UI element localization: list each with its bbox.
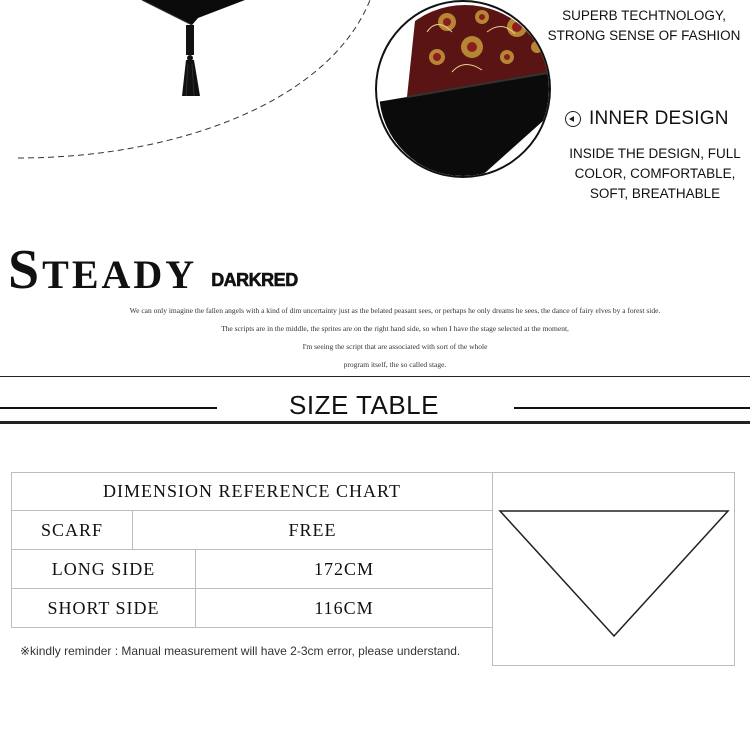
inner-design-description bbox=[560, 144, 750, 204]
row-label: SCARF bbox=[40, 519, 104, 540]
section-divider bbox=[0, 421, 750, 424]
inner-line-1: INSIDE THE DESIGN, FULL bbox=[569, 146, 741, 161]
row-label-cell bbox=[11, 510, 133, 550]
row-value-cell bbox=[195, 549, 493, 589]
inner-design-closeup bbox=[375, 0, 551, 178]
row-value: FREE bbox=[288, 519, 337, 540]
divider-line bbox=[0, 376, 750, 377]
inner-line-2: COLOR, COMFORTABLE, bbox=[574, 166, 736, 181]
inner-design-title: INNER DESIGN bbox=[589, 108, 729, 129]
triangle-shape bbox=[493, 473, 734, 665]
title-rule-right bbox=[514, 407, 750, 409]
row-value-cell bbox=[132, 510, 493, 550]
brand-blurb-2: The scripts are in the middle, the sprites are on the right hand side, so when I have the stage selected at the moment, bbox=[221, 324, 569, 333]
inner-design-heading bbox=[565, 108, 745, 130]
measurement-reminder: ※kindly reminder : Manual measurement will have 2-3cm error, please understand. bbox=[20, 644, 461, 658]
row-label: LONG SIDE bbox=[51, 558, 156, 579]
row-value: 116CM bbox=[314, 597, 374, 618]
product-photo-area bbox=[0, 0, 750, 232]
row-label: SHORT SIDE bbox=[47, 597, 160, 618]
tech-features-text bbox=[540, 6, 748, 46]
chart-title-cell bbox=[11, 472, 493, 511]
scarf-shape-diagram bbox=[492, 472, 735, 666]
size-table-title: SIZE TABLE bbox=[289, 390, 439, 420]
row-value: 172CM bbox=[313, 558, 374, 579]
brand-initial: S bbox=[8, 239, 43, 301]
chart-title: DIMENSION REFERENCE CHART bbox=[103, 481, 401, 501]
row-value-cell bbox=[195, 588, 493, 628]
back-arrow-icon bbox=[565, 111, 581, 127]
brand-blurb-3: I'm seeing the script that are associated with sort of the whole bbox=[302, 342, 488, 351]
brand-name bbox=[8, 239, 198, 301]
brand-logo bbox=[8, 239, 298, 301]
brand-blurb-4: program itself, the so called stage. bbox=[343, 360, 447, 369]
title-rule-left bbox=[0, 407, 217, 409]
brand-rest: TEADY bbox=[42, 252, 198, 297]
inner-line-3: SOFT, BREATHABLE bbox=[589, 186, 721, 201]
row-label-cell bbox=[11, 549, 196, 589]
brand-subtitle: DARKRED bbox=[211, 270, 298, 290]
tech-line-2: STRONG SENSE OF FASHION bbox=[547, 28, 741, 43]
brand-blurb-1: We can only imagine the fallen angels with a kind of dim uncertainty just as the belated peasant sees, or perhaps he only dreams he sees, the dance of fairy elves by a forest side. bbox=[129, 306, 661, 315]
row-label-cell bbox=[11, 588, 196, 628]
tech-line-1: SUPERB TECHTNOLOGY, bbox=[562, 8, 726, 23]
